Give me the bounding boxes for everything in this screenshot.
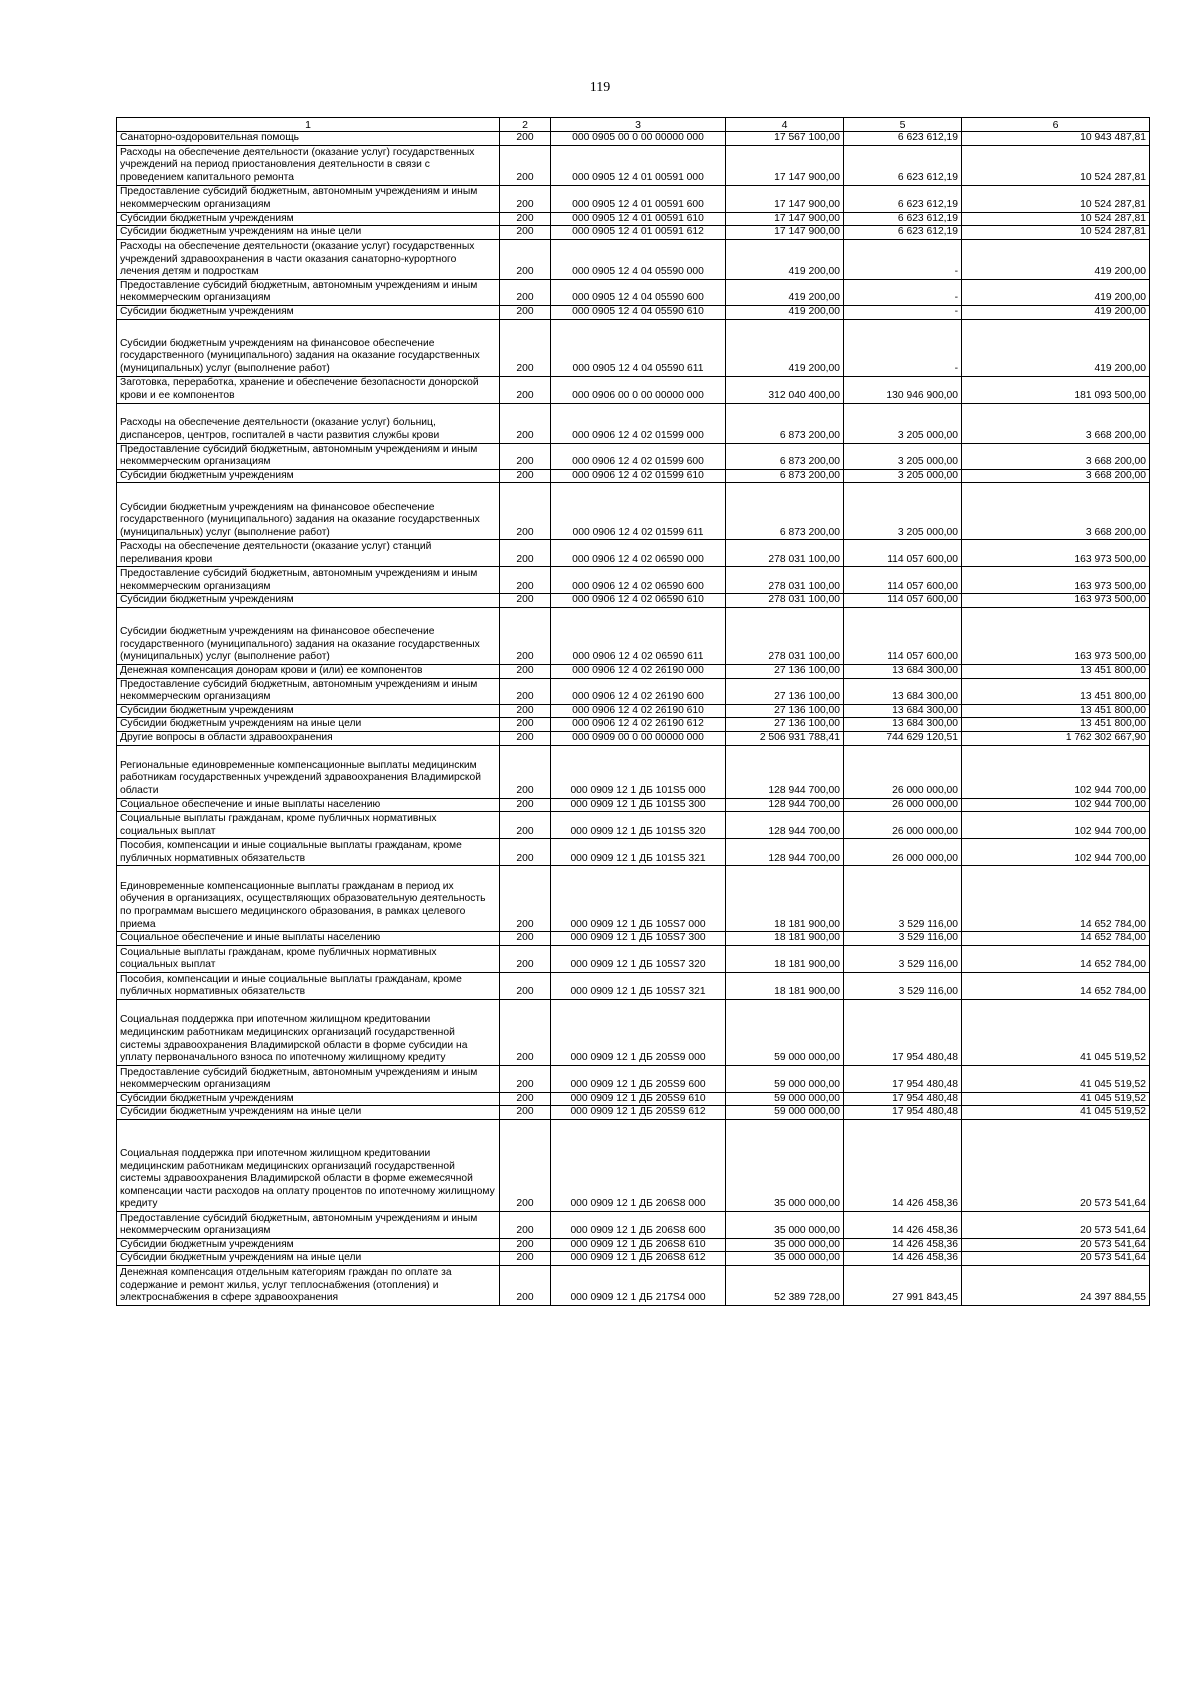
row-value-col-4: 419 200,00	[726, 305, 844, 319]
row-value-col-5: 6 623 612,19	[844, 132, 962, 146]
table-row	[117, 798, 1150, 812]
row-value-col-4: 6 873 200,00	[726, 469, 844, 483]
row-value-col-4: 17 147 900,00	[726, 226, 844, 240]
row-line-code: 200	[500, 1092, 551, 1106]
row-value-col-6: 14 652 784,00	[962, 932, 1150, 946]
row-value-col-4: 2 506 931 788,41	[726, 731, 844, 745]
table-row	[117, 607, 1150, 664]
row-classification-code: 000 0906 12 4 02 06590 610	[551, 594, 726, 608]
table-row	[117, 678, 1150, 704]
row-line-code: 200	[500, 132, 551, 146]
row-line-code: 200	[500, 567, 551, 594]
row-value-col-4: 6 873 200,00	[726, 403, 844, 443]
row-classification-code: 000 0909 12 1 ДБ 205S9 600	[551, 1065, 726, 1092]
row-name: Предоставление субсидий бюджетным, автономным учреждениям и иным некоммерческим организациям	[117, 1211, 500, 1238]
row-value-col-5: 114 057 600,00	[844, 607, 962, 664]
row-name: Предоставление субсидий бюджетным, автономным учреждениям и иным некоммерческим организациям	[117, 185, 500, 212]
row-name: Субсидии бюджетным учреждениям	[117, 469, 500, 483]
row-line-code: 200	[500, 798, 551, 812]
table-row	[117, 718, 1150, 732]
table-row	[117, 1119, 1150, 1211]
row-value-col-6: 419 200,00	[962, 305, 1150, 319]
row-line-code: 200	[500, 664, 551, 678]
row-value-col-6: 13 451 800,00	[962, 704, 1150, 718]
row-value-col-6: 163 973 500,00	[962, 594, 1150, 608]
row-name: Предоставление субсидий бюджетным, автономным учреждениям и иным некоммерческим организациям	[117, 279, 500, 305]
row-value-col-5: -	[844, 279, 962, 305]
row-classification-code: 000 0906 12 4 02 26190 000	[551, 664, 726, 678]
row-classification-code: 000 0909 12 1 ДБ 105S7 321	[551, 972, 726, 999]
row-classification-code: 000 0906 12 4 02 01599 611	[551, 483, 726, 540]
row-classification-code: 000 0909 12 1 ДБ 101S5 300	[551, 798, 726, 812]
row-name: Расходы на обеспечение деятельности (оказание услуг) государственных учреждений на период приостановления деятельности в связи с проведением капитального ремонта	[117, 145, 500, 185]
row-name: Субсидии бюджетным учреждениям на иные цели	[117, 1106, 500, 1120]
row-value-col-4: 18 181 900,00	[726, 945, 844, 972]
row-value-col-6: 419 200,00	[962, 239, 1150, 279]
row-name: Пособия, компенсации и иные социальные выплаты гражданам, кроме публичных нормативных обязательств	[117, 972, 500, 999]
row-classification-code: 000 0909 12 1 ДБ 101S5 000	[551, 745, 726, 798]
row-value-col-6: 163 973 500,00	[962, 567, 1150, 594]
table-row	[117, 185, 1150, 212]
row-line-code: 200	[500, 1238, 551, 1252]
row-classification-code: 000 0906 12 4 02 26190 612	[551, 718, 726, 732]
row-line-code: 200	[500, 999, 551, 1065]
table-row	[117, 469, 1150, 483]
row-line-code: 200	[500, 594, 551, 608]
row-line-code: 200	[500, 866, 551, 932]
row-value-col-4: 27 136 100,00	[726, 718, 844, 732]
row-value-col-5: 14 426 458,36	[844, 1119, 962, 1211]
row-value-col-6: 3 668 200,00	[962, 483, 1150, 540]
row-value-col-4: 18 181 900,00	[726, 866, 844, 932]
row-line-code: 200	[500, 226, 551, 240]
row-value-col-6: 10 943 487,81	[962, 132, 1150, 146]
row-value-col-6: 14 652 784,00	[962, 866, 1150, 932]
row-value-col-6: 181 093 500,00	[962, 376, 1150, 403]
column-header-5: 5	[844, 118, 962, 132]
row-value-col-5: 3 205 000,00	[844, 469, 962, 483]
row-line-code: 200	[500, 540, 551, 567]
row-value-col-6: 20 573 541,64	[962, 1119, 1150, 1211]
row-line-code: 200	[500, 305, 551, 319]
table-row	[117, 1266, 1150, 1306]
row-name: Субсидии бюджетным учреждениям	[117, 212, 500, 226]
row-value-col-5: 13 684 300,00	[844, 718, 962, 732]
row-value-col-4: 59 000 000,00	[726, 1065, 844, 1092]
row-value-col-5: 114 057 600,00	[844, 594, 962, 608]
row-classification-code: 000 0905 12 4 04 05590 610	[551, 305, 726, 319]
row-classification-code: 000 0906 00 0 00 00000 000	[551, 376, 726, 403]
row-value-col-4: 278 031 100,00	[726, 540, 844, 567]
row-value-col-5: 114 057 600,00	[844, 567, 962, 594]
row-value-col-5: -	[844, 319, 962, 376]
row-value-col-5: 6 623 612,19	[844, 145, 962, 185]
table-body	[117, 132, 1150, 1306]
row-name: Субсидии бюджетным учреждениям на финансовое обеспечение государственного (муниципального) задания на оказание государственных (муниципальных) услуг (выполнение работ)	[117, 607, 500, 664]
row-name: Субсидии бюджетным учреждениям	[117, 1238, 500, 1252]
row-value-col-5: 3 529 116,00	[844, 932, 962, 946]
row-value-col-6: 41 045 519,52	[962, 999, 1150, 1065]
row-name: Социальная поддержка при ипотечном жилищном кредитовании медицинским работникам медицинских организаций государственной системы здравоохранения Владимирской области в форме субсидии на уплату первоначального взноса по ипотечному жилищному кредиту	[117, 999, 500, 1065]
row-value-col-4: 128 944 700,00	[726, 839, 844, 866]
table-row	[117, 745, 1150, 798]
row-line-code: 200	[500, 812, 551, 839]
column-header-3: 3	[551, 118, 726, 132]
row-value-col-5: 6 623 612,19	[844, 226, 962, 240]
row-line-code: 200	[500, 319, 551, 376]
row-value-col-4: 6 873 200,00	[726, 483, 844, 540]
row-classification-code: 000 0906 12 4 02 01599 600	[551, 443, 726, 469]
row-name: Субсидии бюджетным учреждениям на иные цели	[117, 226, 500, 240]
row-name: Субсидии бюджетным учреждениям на финансовое обеспечение государственного (муниципального) задания на оказание государственных (муниципальных) услуг (выполнение работ)	[117, 483, 500, 540]
table-row	[117, 1252, 1150, 1266]
row-value-col-5: 27 991 843,45	[844, 1266, 962, 1306]
row-classification-code: 000 0906 12 4 02 01599 610	[551, 469, 726, 483]
row-value-col-4: 278 031 100,00	[726, 594, 844, 608]
row-value-col-6: 20 573 541,64	[962, 1211, 1150, 1238]
row-classification-code: 000 0909 12 1 ДБ 105S7 000	[551, 866, 726, 932]
row-value-col-4: 18 181 900,00	[726, 972, 844, 999]
row-value-col-6: 3 668 200,00	[962, 443, 1150, 469]
table-row	[117, 132, 1150, 146]
row-classification-code: 000 0905 12 4 01 00591 600	[551, 185, 726, 212]
row-value-col-4: 419 200,00	[726, 239, 844, 279]
row-value-col-6: 3 668 200,00	[962, 469, 1150, 483]
row-name: Расходы на обеспечение деятельности (оказание услуг) государственных учреждений здравоохранения в части оказания санаторно-курортного лечения детям и подросткам	[117, 239, 500, 279]
row-value-col-6: 14 652 784,00	[962, 945, 1150, 972]
row-value-col-5: 13 684 300,00	[844, 678, 962, 704]
row-value-col-4: 17 147 900,00	[726, 145, 844, 185]
row-value-col-6: 10 524 287,81	[962, 212, 1150, 226]
row-value-col-5: 744 629 120,51	[844, 731, 962, 745]
row-line-code: 200	[500, 185, 551, 212]
row-value-col-4: 35 000 000,00	[726, 1238, 844, 1252]
row-name: Санаторно-оздоровительная помощь	[117, 132, 500, 146]
row-value-col-4: 6 873 200,00	[726, 443, 844, 469]
row-value-col-4: 312 040 400,00	[726, 376, 844, 403]
row-classification-code: 000 0909 12 1 ДБ 206S8 612	[551, 1252, 726, 1266]
row-name: Социальное обеспечение и иные выплаты населению	[117, 798, 500, 812]
row-value-col-6: 20 573 541,64	[962, 1252, 1150, 1266]
row-name: Социальные выплаты гражданам, кроме публичных нормативных социальных выплат	[117, 812, 500, 839]
row-line-code: 200	[500, 376, 551, 403]
table-row	[117, 403, 1150, 443]
row-value-col-5: 3 529 116,00	[844, 972, 962, 999]
row-classification-code: 000 0905 12 4 01 00591 612	[551, 226, 726, 240]
row-classification-code: 000 0905 12 4 04 05590 600	[551, 279, 726, 305]
row-value-col-6: 102 944 700,00	[962, 812, 1150, 839]
row-line-code: 200	[500, 212, 551, 226]
row-value-col-6: 102 944 700,00	[962, 839, 1150, 866]
table-row	[117, 239, 1150, 279]
row-name: Субсидии бюджетным учреждениям	[117, 1092, 500, 1106]
row-value-col-5: -	[844, 305, 962, 319]
row-classification-code: 000 0906 12 4 02 26190 610	[551, 704, 726, 718]
row-value-col-5: 3 529 116,00	[844, 866, 962, 932]
table-row	[117, 731, 1150, 745]
row-value-col-5: 3 205 000,00	[844, 483, 962, 540]
row-value-col-4: 35 000 000,00	[726, 1252, 844, 1266]
header-row	[117, 118, 1150, 132]
row-value-col-6: 14 652 784,00	[962, 972, 1150, 999]
row-value-col-4: 52 389 728,00	[726, 1266, 844, 1306]
table-row	[117, 279, 1150, 305]
page-number: 119	[589, 80, 611, 95]
table-row	[117, 1238, 1150, 1252]
row-value-col-5: 26 000 000,00	[844, 812, 962, 839]
row-classification-code: 000 0906 12 4 02 06590 000	[551, 540, 726, 567]
row-value-col-5: 26 000 000,00	[844, 798, 962, 812]
row-value-col-5: 14 426 458,36	[844, 1211, 962, 1238]
table-row	[117, 1211, 1150, 1238]
row-value-col-5: 6 623 612,19	[844, 212, 962, 226]
row-value-col-4: 59 000 000,00	[726, 1106, 844, 1120]
row-name: Социальная поддержка при ипотечном жилищном кредитовании медицинским работникам медицинских организаций государственной системы здравоохранения Владимирской области в форме ежемесячной компенсации части расходов на оплату процентов по ипотечному жилищному кредиту	[117, 1119, 500, 1211]
table-row	[117, 1106, 1150, 1120]
row-value-col-4: 59 000 000,00	[726, 999, 844, 1065]
row-classification-code: 000 0909 12 1 ДБ 205S9 000	[551, 999, 726, 1065]
table-row	[117, 540, 1150, 567]
table-row	[117, 319, 1150, 376]
row-value-col-5: 14 426 458,36	[844, 1238, 962, 1252]
row-line-code: 200	[500, 607, 551, 664]
row-classification-code: 000 0906 12 4 02 26190 600	[551, 678, 726, 704]
row-value-col-5: 26 000 000,00	[844, 839, 962, 866]
row-line-code: 200	[500, 145, 551, 185]
row-value-col-6: 10 524 287,81	[962, 145, 1150, 185]
row-classification-code: 000 0905 00 0 00 00000 000	[551, 132, 726, 146]
row-name: Заготовка, переработка, хранение и обеспечение безопасности донорской крови и ее компонентов	[117, 376, 500, 403]
row-line-code: 200	[500, 972, 551, 999]
row-value-col-5: 26 000 000,00	[844, 745, 962, 798]
row-name: Предоставление субсидий бюджетным, автономным учреждениям и иным некоммерческим организациям	[117, 678, 500, 704]
row-name: Единовременные компенсационные выплаты гражданам в период их обучения в организациях, осуществляющих образовательную деятельность по программам высшего медицинского образования, в рамках целевого приема	[117, 866, 500, 932]
row-name: Денежная компенсация отдельным категориям граждан по оплате за содержание и ремонт жилья, услуг теплоснабжения (отопления) и электроснабжения в сфере здравоохранения	[117, 1266, 500, 1306]
row-value-col-4: 59 000 000,00	[726, 1092, 844, 1106]
row-line-code: 200	[500, 1065, 551, 1092]
table-row	[117, 212, 1150, 226]
row-classification-code: 000 0909 12 1 ДБ 101S5 320	[551, 812, 726, 839]
row-line-code: 200	[500, 443, 551, 469]
row-line-code: 200	[500, 469, 551, 483]
row-value-col-5: 6 623 612,19	[844, 185, 962, 212]
row-value-col-6: 20 573 541,64	[962, 1238, 1150, 1252]
row-classification-code: 000 0909 12 1 ДБ 206S8 000	[551, 1119, 726, 1211]
row-value-col-6: 1 762 302 667,90	[962, 731, 1150, 745]
row-classification-code: 000 0905 12 4 01 00591 000	[551, 145, 726, 185]
row-classification-code: 000 0906 12 4 02 06590 611	[551, 607, 726, 664]
row-line-code: 200	[500, 745, 551, 798]
row-value-col-5: 130 946 900,00	[844, 376, 962, 403]
table-row	[117, 567, 1150, 594]
table-row	[117, 945, 1150, 972]
row-value-col-4: 27 136 100,00	[726, 704, 844, 718]
row-line-code: 200	[500, 1211, 551, 1238]
row-value-col-6: 163 973 500,00	[962, 540, 1150, 567]
table-row	[117, 226, 1150, 240]
row-value-col-6: 41 045 519,52	[962, 1065, 1150, 1092]
row-value-col-6: 24 397 884,55	[962, 1266, 1150, 1306]
row-name: Пособия, компенсации и иные социальные выплаты гражданам, кроме публичных нормативных обязательств	[117, 839, 500, 866]
row-value-col-4: 128 944 700,00	[726, 745, 844, 798]
row-line-code: 200	[500, 704, 551, 718]
table-row	[117, 999, 1150, 1065]
table-row	[117, 932, 1150, 946]
row-value-col-6: 10 524 287,81	[962, 226, 1150, 240]
row-classification-code: 000 0909 12 1 ДБ 217S4 000	[551, 1266, 726, 1306]
row-value-col-4: 278 031 100,00	[726, 567, 844, 594]
column-header-2: 2	[500, 118, 551, 132]
row-classification-code: 000 0909 00 0 00 00000 000	[551, 731, 726, 745]
row-value-col-5: -	[844, 239, 962, 279]
row-name: Субсидии бюджетным учреждениям	[117, 594, 500, 608]
row-classification-code: 000 0905 12 4 01 00591 610	[551, 212, 726, 226]
row-value-col-6: 419 200,00	[962, 319, 1150, 376]
report-table	[116, 117, 1150, 1306]
table-row	[117, 664, 1150, 678]
row-value-col-4: 27 136 100,00	[726, 678, 844, 704]
row-name: Расходы на обеспечение деятельности (оказание услуг) станций переливания крови	[117, 540, 500, 567]
row-name: Предоставление субсидий бюджетным, автономным учреждениям и иным некоммерческим организациям	[117, 443, 500, 469]
row-name: Предоставление субсидий бюджетным, автономным учреждениям и иным некоммерческим организациям	[117, 567, 500, 594]
row-line-code: 200	[500, 1252, 551, 1266]
row-line-code: 200	[500, 1106, 551, 1120]
row-value-col-6: 41 045 519,52	[962, 1106, 1150, 1120]
row-value-col-6: 13 451 800,00	[962, 678, 1150, 704]
row-value-col-4: 35 000 000,00	[726, 1211, 844, 1238]
row-value-col-4: 35 000 000,00	[726, 1119, 844, 1211]
row-name: Социальное обеспечение и иные выплаты населению	[117, 932, 500, 946]
row-line-code: 200	[500, 1119, 551, 1211]
row-name: Другие вопросы в области здравоохранения	[117, 731, 500, 745]
row-name: Денежная компенсация донорам крови и (или) ее компонентов	[117, 664, 500, 678]
row-line-code: 200	[500, 839, 551, 866]
column-header-1: 1	[117, 118, 500, 132]
row-value-col-4: 17 147 900,00	[726, 185, 844, 212]
table-row	[117, 443, 1150, 469]
row-line-code: 200	[500, 239, 551, 279]
row-name: Социальные выплаты гражданам, кроме публичных нормативных социальных выплат	[117, 945, 500, 972]
row-line-code: 200	[500, 483, 551, 540]
row-classification-code: 000 0906 12 4 02 01599 000	[551, 403, 726, 443]
row-name: Субсидии бюджетным учреждениям на иные цели	[117, 1252, 500, 1266]
row-value-col-6: 102 944 700,00	[962, 798, 1150, 812]
row-classification-code: 000 0909 12 1 ДБ 205S9 610	[551, 1092, 726, 1106]
row-line-code: 200	[500, 945, 551, 972]
row-name: Субсидии бюджетным учреждениям на иные цели	[117, 718, 500, 732]
table-row	[117, 812, 1150, 839]
row-value-col-5: 17 954 480,48	[844, 1065, 962, 1092]
row-classification-code: 000 0905 12 4 04 05590 611	[551, 319, 726, 376]
row-value-col-4: 419 200,00	[726, 319, 844, 376]
row-value-col-4: 128 944 700,00	[726, 812, 844, 839]
row-classification-code: 000 0909 12 1 ДБ 206S8 600	[551, 1211, 726, 1238]
row-value-col-6: 163 973 500,00	[962, 607, 1150, 664]
table-row	[117, 145, 1150, 185]
row-value-col-6: 10 524 287,81	[962, 185, 1150, 212]
row-value-col-5: 17 954 480,48	[844, 999, 962, 1065]
table-row	[117, 1065, 1150, 1092]
row-line-code: 200	[500, 279, 551, 305]
row-name: Субсидии бюджетным учреждениям	[117, 704, 500, 718]
row-value-col-5: 17 954 480,48	[844, 1106, 962, 1120]
row-classification-code: 000 0906 12 4 02 06590 600	[551, 567, 726, 594]
table-row	[117, 839, 1150, 866]
row-line-code: 200	[500, 932, 551, 946]
row-name: Предоставление субсидий бюджетным, автономным учреждениям и иным некоммерческим организациям	[117, 1065, 500, 1092]
row-name: Субсидии бюджетным учреждениям	[117, 305, 500, 319]
table-row	[117, 483, 1150, 540]
row-value-col-4: 419 200,00	[726, 279, 844, 305]
table-row	[117, 972, 1150, 999]
row-classification-code: 000 0909 12 1 ДБ 206S8 610	[551, 1238, 726, 1252]
row-value-col-5: 3 205 000,00	[844, 443, 962, 469]
table-row	[117, 866, 1150, 932]
row-value-col-4: 18 181 900,00	[726, 932, 844, 946]
row-classification-code: 000 0909 12 1 ДБ 101S5 321	[551, 839, 726, 866]
column-header-6: 6	[962, 118, 1150, 132]
row-value-col-6: 13 451 800,00	[962, 718, 1150, 732]
row-line-code: 200	[500, 1266, 551, 1306]
row-line-code: 200	[500, 718, 551, 732]
row-line-code: 200	[500, 678, 551, 704]
table-row	[117, 305, 1150, 319]
row-value-col-5: 13 684 300,00	[844, 704, 962, 718]
row-value-col-4: 128 944 700,00	[726, 798, 844, 812]
row-value-col-6: 3 668 200,00	[962, 403, 1150, 443]
row-value-col-5: 17 954 480,48	[844, 1092, 962, 1106]
row-classification-code: 000 0909 12 1 ДБ 105S7 320	[551, 945, 726, 972]
row-value-col-5: 13 684 300,00	[844, 664, 962, 678]
row-value-col-5: 3 529 116,00	[844, 945, 962, 972]
table-header	[117, 118, 1150, 132]
row-value-col-6: 419 200,00	[962, 279, 1150, 305]
row-classification-code: 000 0905 12 4 04 05590 000	[551, 239, 726, 279]
table-row	[117, 704, 1150, 718]
table-row	[117, 376, 1150, 403]
row-classification-code: 000 0909 12 1 ДБ 105S7 300	[551, 932, 726, 946]
row-value-col-5: 14 426 458,36	[844, 1252, 962, 1266]
row-value-col-4: 278 031 100,00	[726, 607, 844, 664]
row-classification-code: 000 0909 12 1 ДБ 205S9 612	[551, 1106, 726, 1120]
row-line-code: 200	[500, 731, 551, 745]
row-value-col-4: 17 567 100,00	[726, 132, 844, 146]
row-value-col-6: 41 045 519,52	[962, 1092, 1150, 1106]
row-name: Субсидии бюджетным учреждениям на финансовое обеспечение государственного (муниципального) задания на оказание государственных (муниципальных) услуг (выполнение работ)	[117, 319, 500, 376]
row-value-col-6: 102 944 700,00	[962, 745, 1150, 798]
table-row	[117, 1092, 1150, 1106]
column-header-4: 4	[726, 118, 844, 132]
row-name: Региональные единовременные компенсационные выплаты медицинским работникам государственных учреждений здравоохранения Владимирской области	[117, 745, 500, 798]
row-line-code: 200	[500, 403, 551, 443]
row-value-col-5: 3 205 000,00	[844, 403, 962, 443]
row-value-col-5: 114 057 600,00	[844, 540, 962, 567]
row-value-col-6: 13 451 800,00	[962, 664, 1150, 678]
table-row	[117, 594, 1150, 608]
row-value-col-4: 17 147 900,00	[726, 212, 844, 226]
row-value-col-4: 27 136 100,00	[726, 664, 844, 678]
row-name: Расходы на обеспечение деятельности (оказание услуг) больниц, диспансеров, центров, госпиталей в части развития службы крови	[117, 403, 500, 443]
